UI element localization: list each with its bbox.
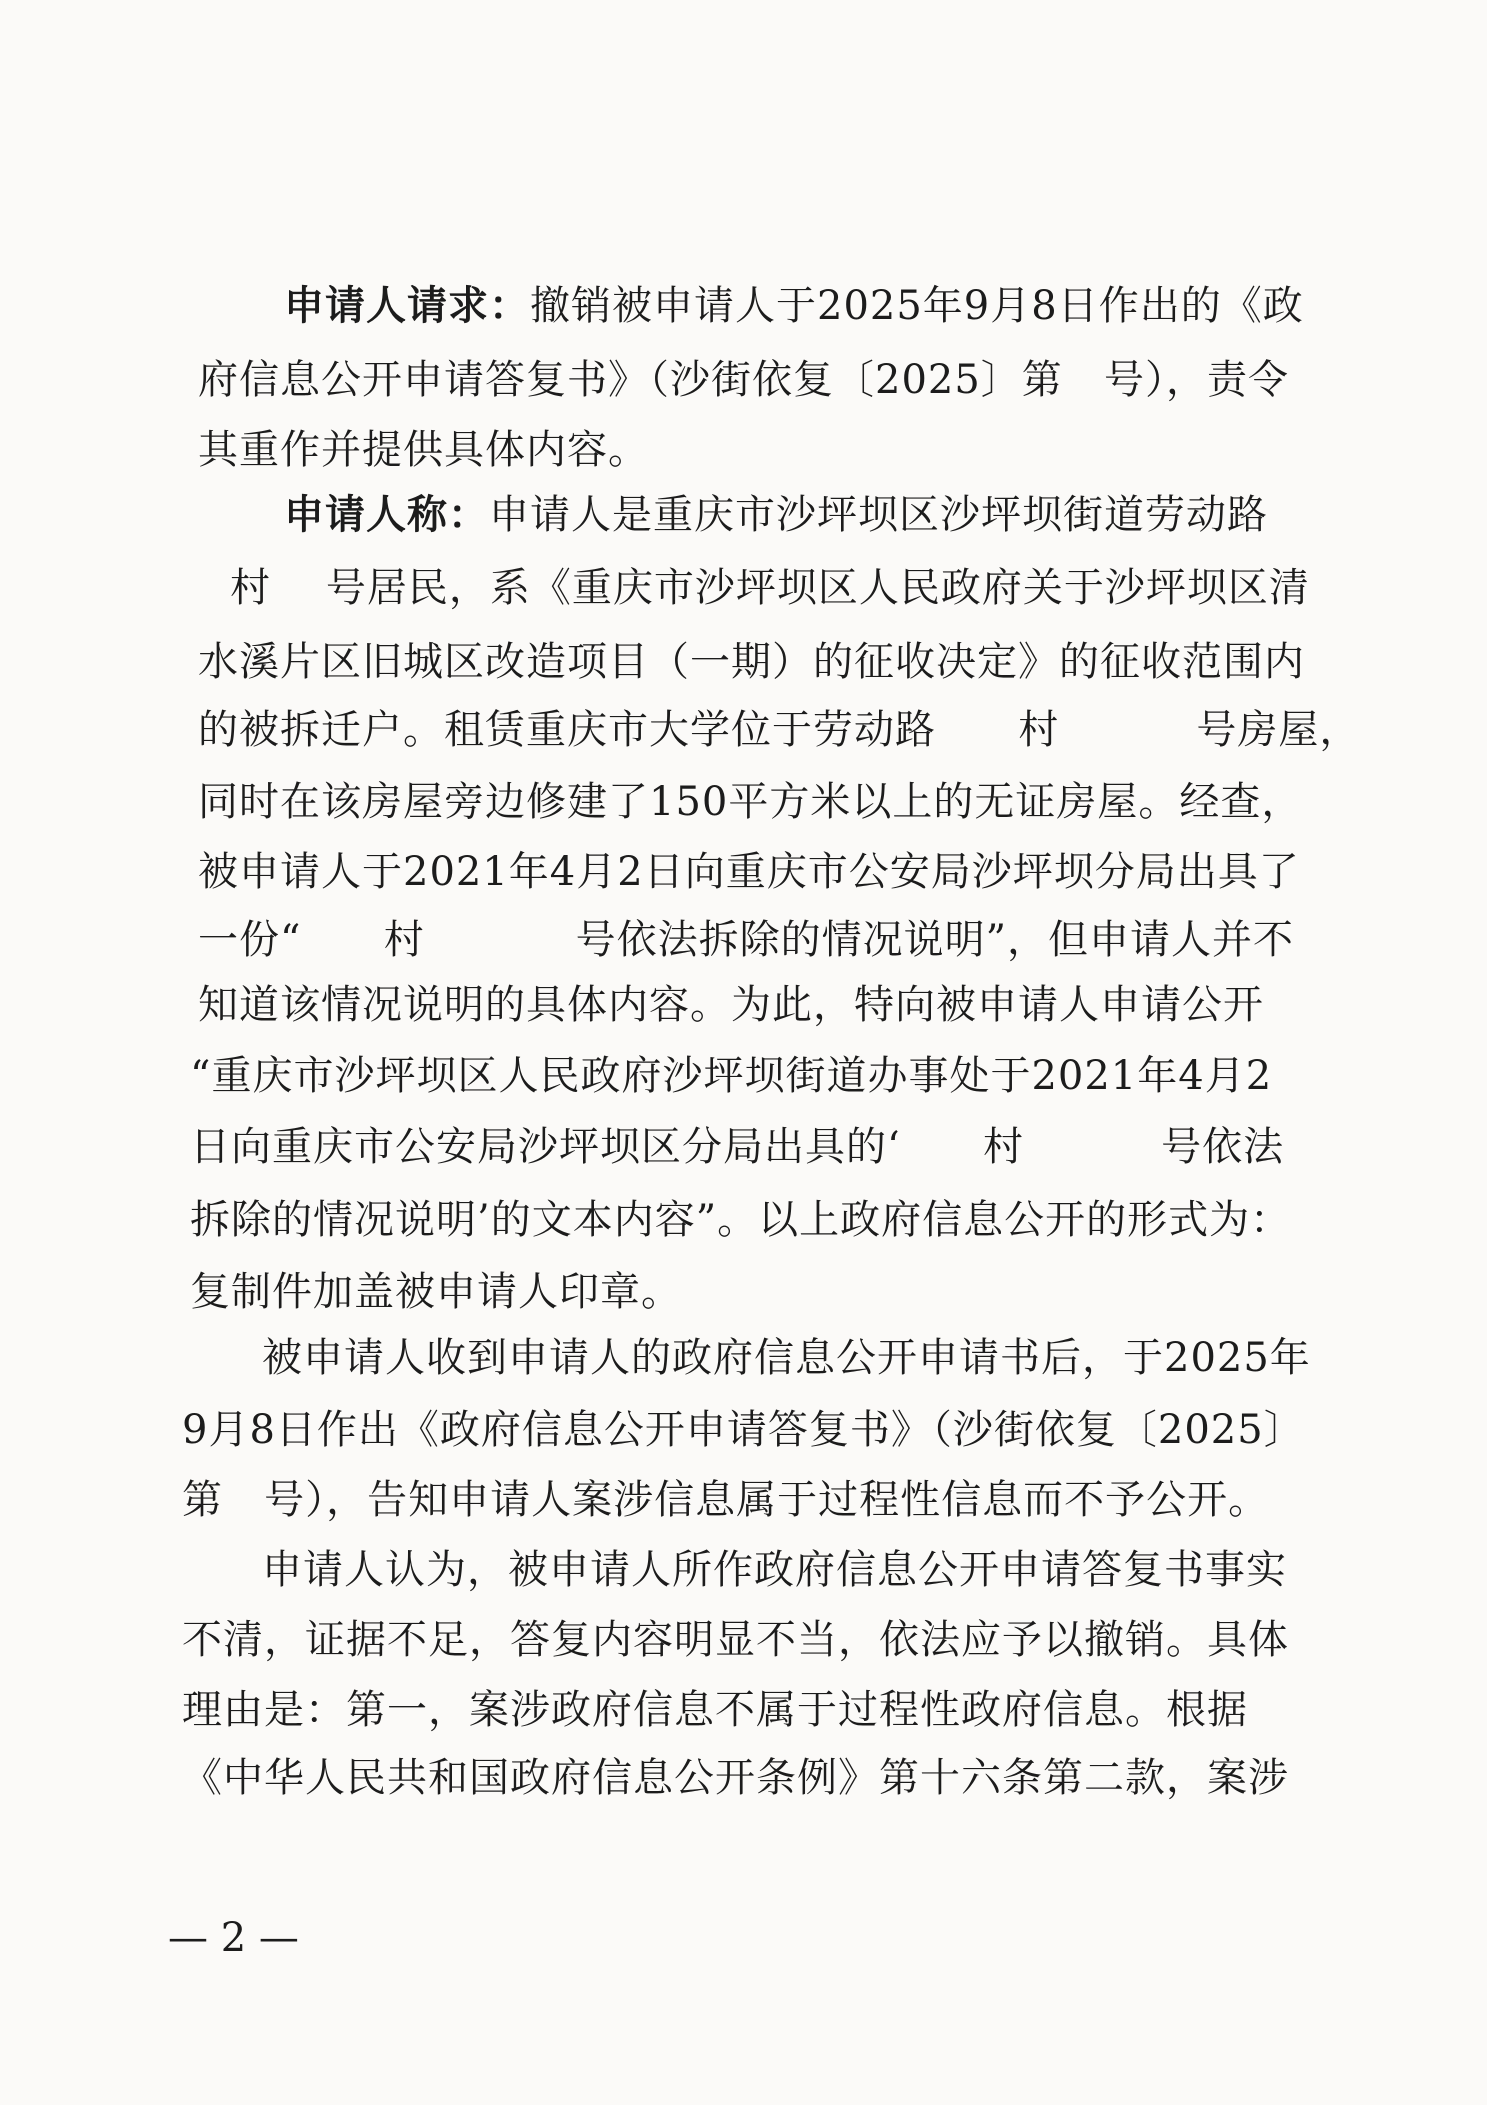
text-line: 9月8日作出《政府信息公开申请答复书》（沙街依复〔2025〕 [182, 1407, 1305, 1453]
text-line: 被申请人收到申请人的政府信息公开申请书后，于2025年 [262, 1335, 1311, 1381]
text-line: 不清，证据不足，答复内容明显不当，依法应予以撤销。具体 [182, 1617, 1289, 1663]
claim-heading: 申请人称： [284, 492, 489, 538]
text-line: 的被拆迁户。租赁重庆市大学位于劳动路 村 号房屋， [198, 707, 1361, 753]
text-line: 《中华人民共和国政府信息公开条例》第十六条第二款，案涉 [182, 1755, 1289, 1801]
request-heading: 申请人请求： [284, 283, 530, 329]
text-line: 复制件加盖被申请人印章。 [190, 1269, 682, 1315]
text-line: 申请人请求：撤销被申请人于2025年9月8日作出的《政 [284, 283, 1304, 329]
text-line: 府信息公开申请答复书》（沙街依复〔2025〕第 号），责令 [198, 357, 1289, 403]
text-line: 被申请人于2021年4月2日向重庆市公安局沙坪坝分局出具了 [198, 849, 1300, 895]
text-line: 日向重庆市公安局沙坪坝区分局出具的‘ 村 号依法 [190, 1124, 1285, 1170]
text-line: 理由是：第一，案涉政府信息不属于过程性政府信息。根据 [182, 1687, 1248, 1733]
text-line: 拆除的情况说明’的文本内容”。以上政府信息公开的形式为： [190, 1197, 1292, 1243]
text-line: 申请人称：申请人是重庆市沙坪坝区沙坪坝街道劳动路 [284, 492, 1268, 538]
page-number: — 2 — [168, 1915, 299, 1961]
text-line: 第 号），告知申请人案涉信息属于过程性信息而不予公开。 [182, 1477, 1270, 1523]
text-line: 村 号居民，系《重庆市沙坪坝区人民政府关于沙坪坝区清 [230, 565, 1310, 611]
text-line: 同时在该房屋旁边修建了150平方米以上的无证房屋。经查， [198, 779, 1303, 825]
text-line: 水溪片区旧城区改造项目（一期）的征收决定》的征收范围内 [198, 639, 1305, 685]
text-line: “重庆市沙坪坝区人民政府沙坪坝街道办事处于2021年4月2 [190, 1053, 1273, 1099]
text-line: 知道该情况说明的具体内容。为此，特向被申请人申请公开 [198, 982, 1264, 1028]
text-line: 一份“ 村 号依法拆除的情况说明”，但申请人并不 [198, 917, 1295, 963]
text-line: 其重作并提供具体内容。 [198, 427, 649, 473]
text-line: 申请人认为，被申请人所作政府信息公开申请答复书事实 [262, 1547, 1287, 1593]
